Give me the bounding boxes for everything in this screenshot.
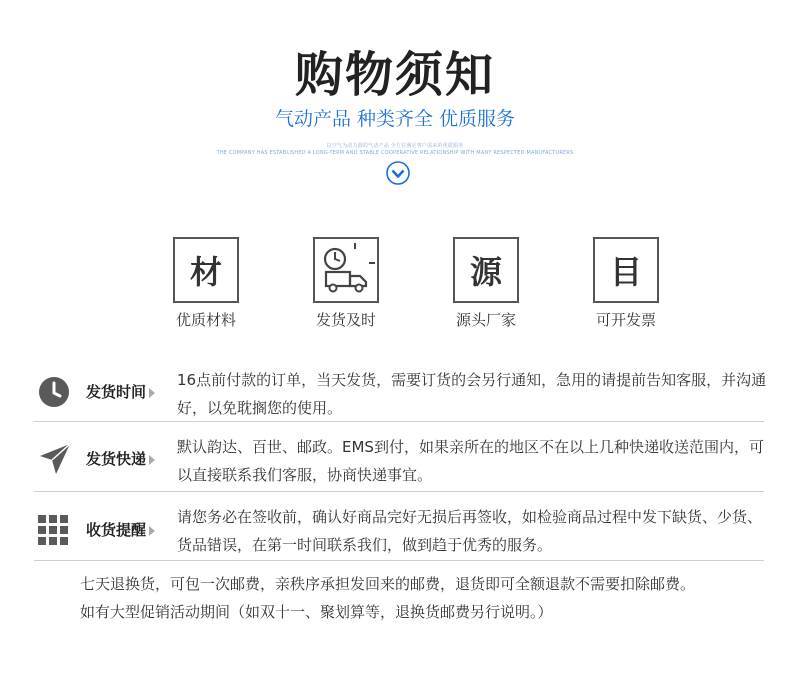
clock-icon [38,376,70,408]
page-title: 购物须知 [294,47,495,103]
info-row-label: 发货快递 [86,448,155,469]
feature-quality-material [136,237,276,330]
feature-label: 发货及时 [315,311,376,329]
return-policy-line: 如有大型促销活动期间（如双十一、聚划算等，退换货邮费另行说明。） [80,603,553,621]
info-row-text: 请您务必在签收前，确认好商品完好无损后再签收，如检验商品过程中发下缺货、少货、货品错误，在第一时间联系我们，做到趋于优秀的服务。 [177,508,763,554]
invoice-icon-char: 目 [609,253,642,291]
grid-icon [38,515,68,545]
material-icon-char: 材 [189,253,222,291]
divider [34,421,764,422]
truck-clock-icon [313,237,379,303]
caret-right-icon [149,455,155,465]
divider [34,560,764,561]
info-row-receiving [34,506,764,558]
material-icon [173,237,239,303]
info-row-courier [34,435,764,487]
caret-right-icon [149,388,155,398]
feature-label: 可开发票 [595,311,656,329]
page-subtitle: 气动产品 种类齐全 优质服务 [274,108,516,130]
invoice-icon [593,237,659,303]
info-row-label: 收货提醒 [86,519,155,540]
feature-label: 源头厂家 [455,311,516,329]
info-row-shipping-time [34,368,767,420]
source-icon [453,237,519,303]
tiny-caption-en: THE COMPANY HAS ESTABLISHED A LONG-TERM AND STABLE COOPERATIVE RELATIONSHIP WITH MANY RESPECTED MANUFACTURERS [216,150,574,156]
info-row-text: 默认韵达、百世、邮政。EMS到付，如果亲所在的地区不在以上几种快递收送范围内，可以直接联系我们客服，协商快递事宜。 [177,438,764,484]
info-row-label: 发货时间 [86,381,155,402]
return-policy [80,570,780,626]
chevron-down-icon [386,161,410,185]
caret-right-icon [149,526,155,536]
feature-label: 优质材料 [175,311,236,329]
feature-fast-shipping [276,237,416,330]
tiny-caption-cn: 以空气为动力源的气动产品 全方位满足客户需求的优质服务 [326,143,464,149]
feature-source-factory [416,237,556,330]
feature-invoice [556,237,696,330]
info-row-text: 16点前付款的订单，当天发货，需要订货的会另行通知，急用的请提前告知客服，并沟通好，以免耽搁您的使用。 [177,371,767,417]
return-policy-line: 七天退换货，可包一次邮费，亲秩序承担发回来的邮费，退货即可全额退款不需要扣除邮费。 [80,575,696,593]
airplane-icon [38,442,72,476]
source-icon-char: 源 [469,253,502,291]
divider [34,491,764,492]
